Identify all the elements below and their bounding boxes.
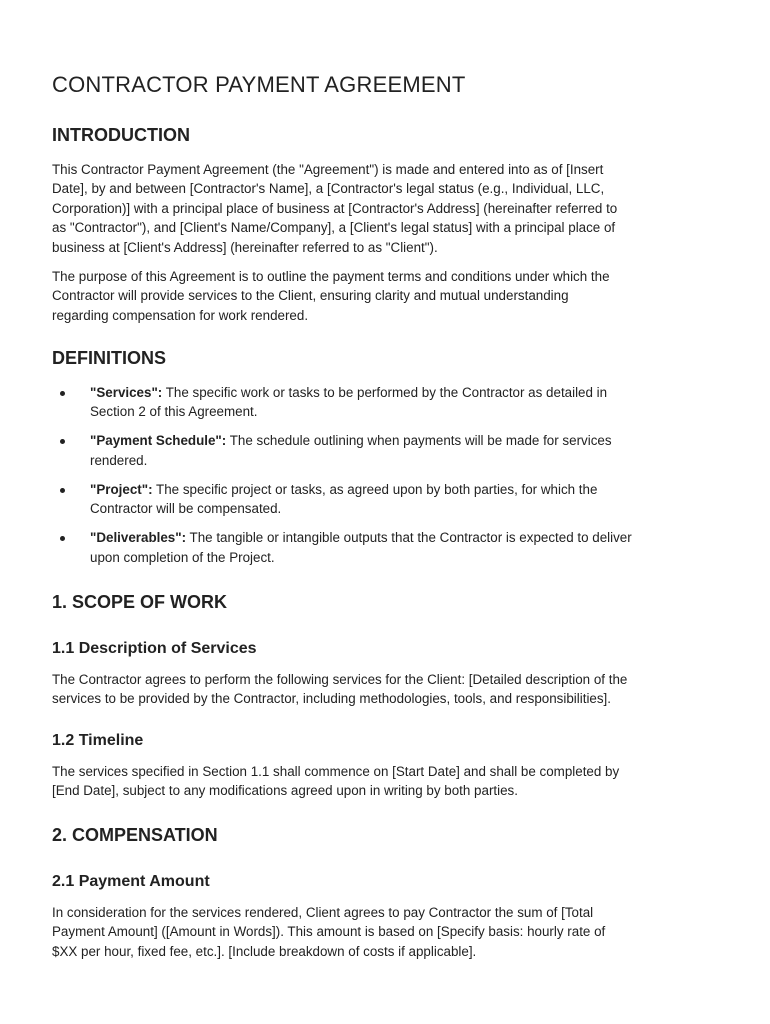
list-item xyxy=(52,383,724,422)
text-line: The services specified in Section 1.1 shall commence on [Start Date] and shall be completed by xyxy=(52,764,620,779)
text-line: Payment Amount] ([Amount in Words]). This amount is based on [Specify basis: hourly rate of xyxy=(52,924,606,940)
list-item xyxy=(52,528,724,567)
payment-amount-heading: 2.1 Payment Amount xyxy=(52,873,210,890)
introduction-paragraph-1 xyxy=(52,160,724,257)
bullet-icon xyxy=(60,439,65,444)
bullet-icon xyxy=(60,536,65,541)
text-line: Contractor will provide services to the Client, ensuring clarity and mutual understanding xyxy=(52,288,569,304)
text-line xyxy=(90,528,724,547)
definition-text: The schedule outlining when payments will be made for services xyxy=(226,433,612,449)
definition-term: "Payment Schedule": xyxy=(90,433,227,449)
text-line xyxy=(90,431,724,450)
definition-text: The specific work or tasks to be performed by the Contractor as detailed in xyxy=(162,385,608,400)
text-line: regarding compensation for work rendered. xyxy=(52,307,309,323)
text-line: This Contractor Payment Agreement (the "Agreement") is made and entered into as of [Insert xyxy=(52,162,604,177)
text-line: Corporation)] with a principal place of business at [Contractor's Address] (hereinafter referred to xyxy=(52,200,618,216)
text-line: upon completion of the Project. xyxy=(90,549,275,565)
text-line: as "Contractor"), and [Client's Name/Company], a [Client's legal status] with a principal place of xyxy=(52,220,616,236)
definition-term: "Deliverables": xyxy=(90,530,187,546)
definitions-heading: DEFINITIONS xyxy=(52,348,167,368)
text-line: Date], by and between [Contractor's Name], a [Contractor's legal status (e.g., Individual, LLC, xyxy=(52,181,605,197)
text-line: The purpose of this Agreement is to outline the payment terms and conditions under which the xyxy=(52,269,610,284)
bullet-icon xyxy=(60,391,65,396)
payment-amount-paragraph xyxy=(52,903,724,961)
text-line: Contractor will be compensated. xyxy=(90,501,282,517)
text-line: $XX per hour, fixed fee, etc.]. [Include breakdown of costs if applicable]. xyxy=(52,943,477,959)
introduction-heading: INTRODUCTION xyxy=(52,125,190,145)
definition-text: The specific project or tasks, as agreed upon by both parties, for which the xyxy=(152,481,598,497)
text-line: business at [Client's Address] (hereinafter referred to as "Client"). xyxy=(52,239,438,255)
timeline-paragraph xyxy=(52,762,724,801)
bullet-icon xyxy=(60,488,65,493)
list-item xyxy=(52,431,724,470)
text-line: services to be provided by the Contractor, including methodologies, tools, and responsibilities]. xyxy=(52,691,611,707)
list-item xyxy=(52,480,724,519)
scope-heading: 1. SCOPE OF WORK xyxy=(52,592,228,612)
text-line: In consideration for the services rendered, Client agrees to pay Contractor the sum of [Total xyxy=(52,905,594,920)
timeline-heading: 1.2 Timeline xyxy=(52,732,144,749)
text-line: rendered. xyxy=(90,452,148,468)
definition-term: "Project": xyxy=(90,481,153,497)
text-line: [End Date], subject to any modifications agreed upon in writing by both parties. xyxy=(52,783,518,799)
introduction-paragraph-2 xyxy=(52,267,724,325)
document-title: CONTRACTOR PAYMENT AGREEMENT xyxy=(52,72,466,97)
definitions-list xyxy=(52,383,724,577)
text-line xyxy=(90,480,724,499)
services-description-heading: 1.1 Description of Services xyxy=(52,640,257,657)
compensation-heading: 2. COMPENSATION xyxy=(52,825,218,845)
definition-term: "Services": xyxy=(90,385,163,400)
text-line: The Contractor agrees to perform the following services for the Client: [Detailed description of the xyxy=(52,672,628,687)
services-description-paragraph xyxy=(52,670,724,709)
definition-text: The tangible or intangible outputs that the Contractor is expected to deliver xyxy=(186,530,632,546)
text-line: Section 2 of this Agreement. xyxy=(90,404,258,420)
text-line xyxy=(90,383,724,402)
